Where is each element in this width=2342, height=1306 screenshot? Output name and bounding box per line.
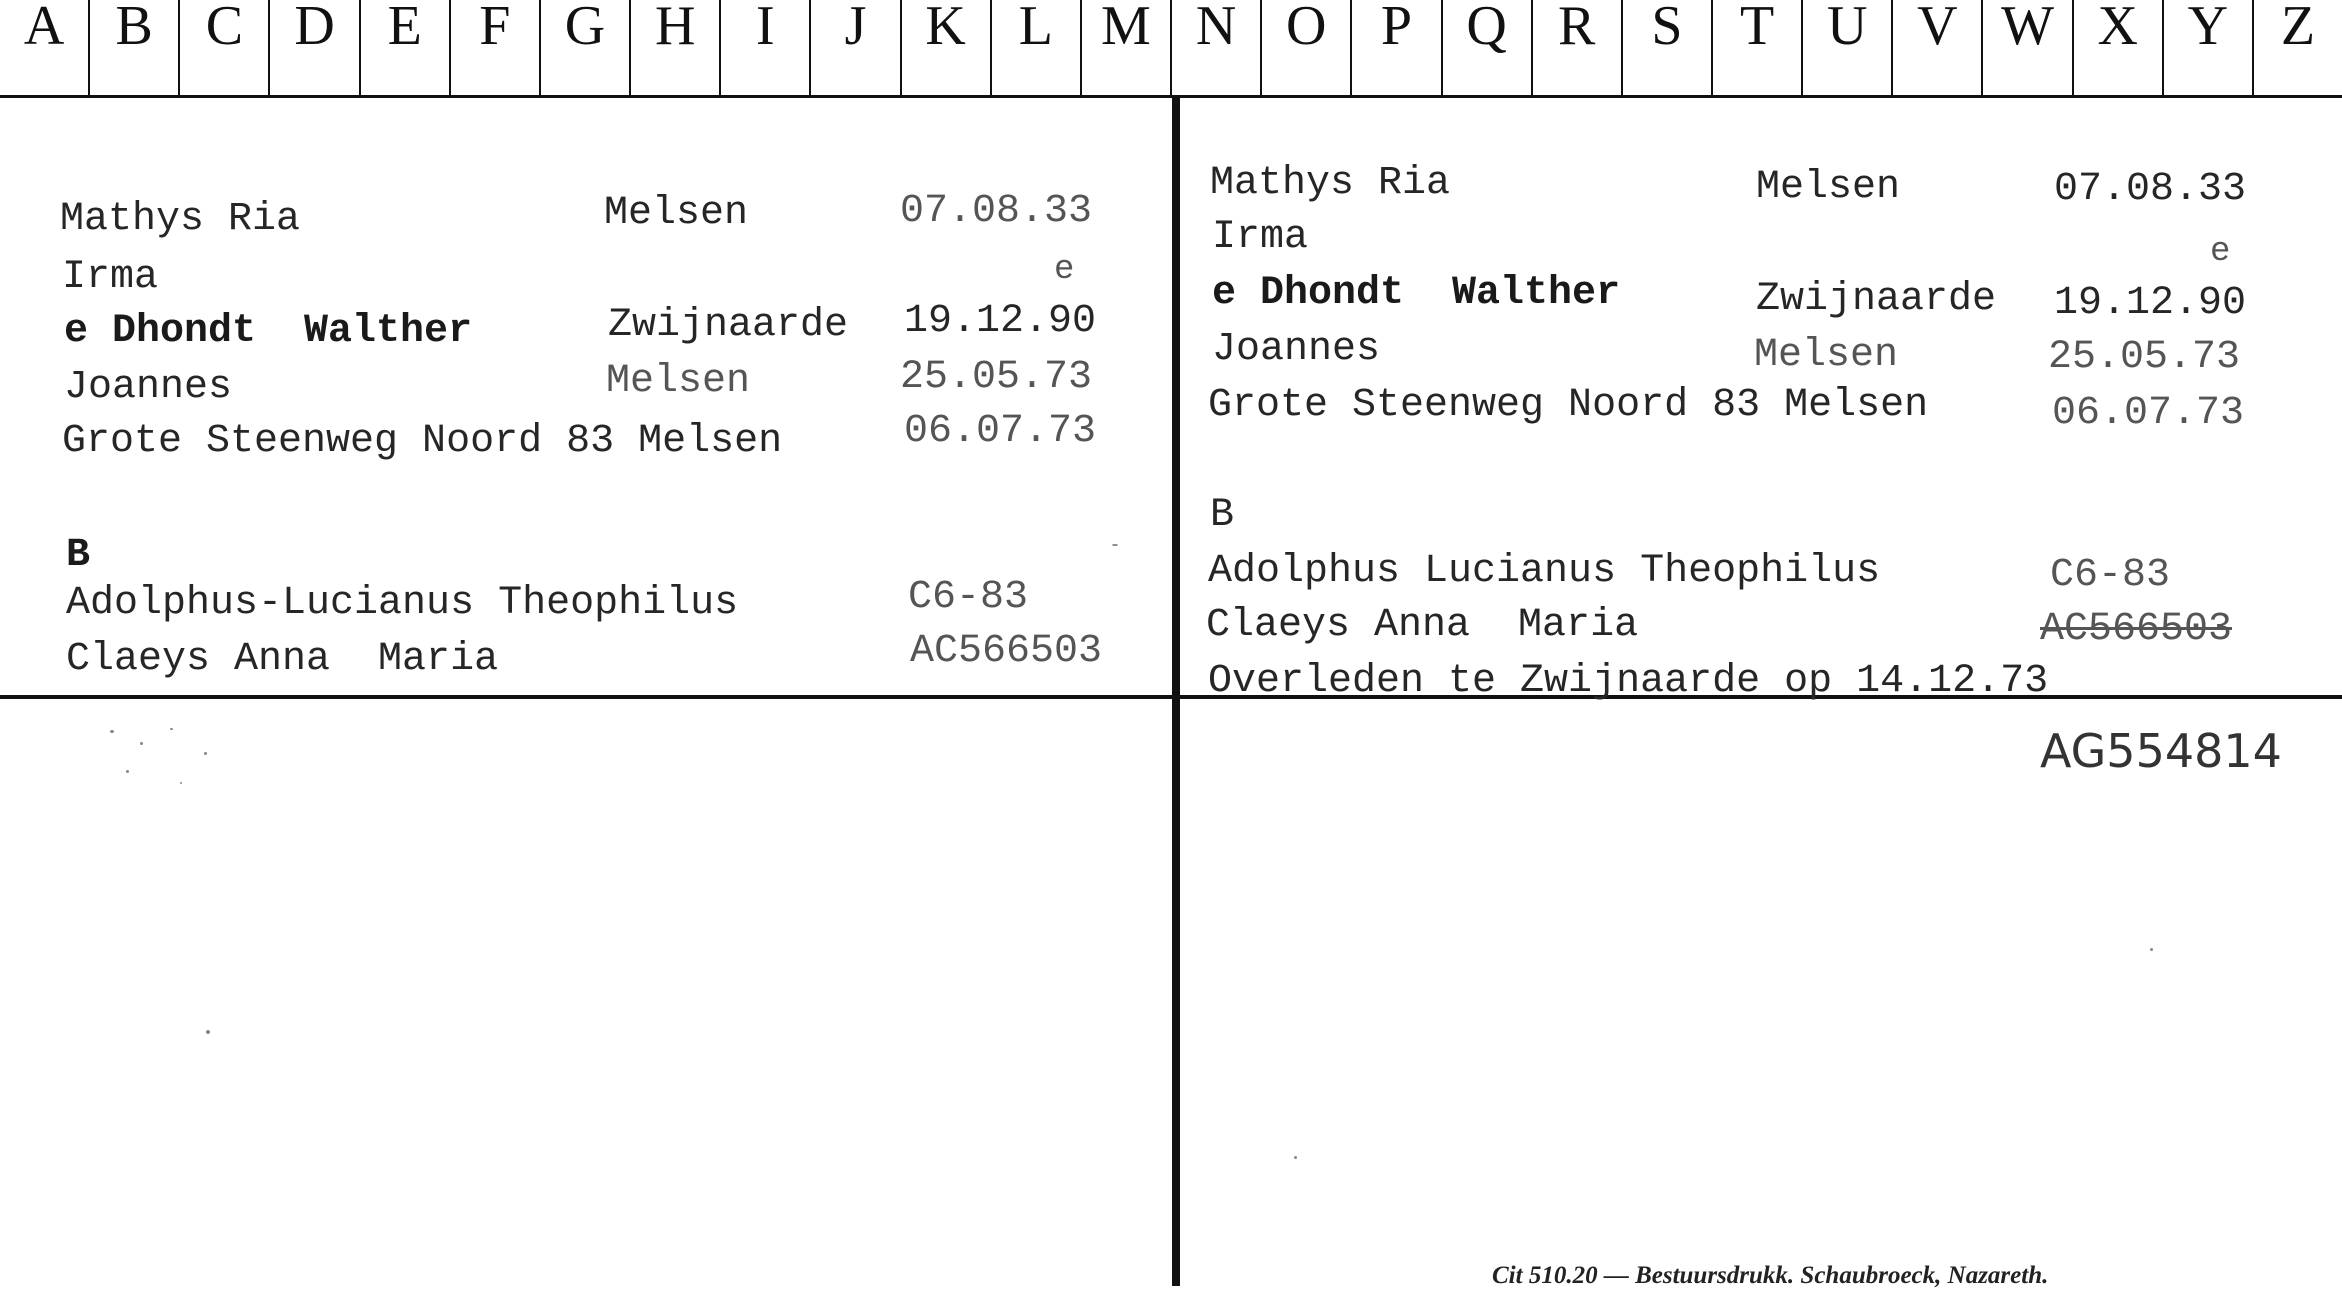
scan-speck <box>1294 1156 1297 1159</box>
alphabet-letter: I <box>721 0 811 95</box>
left-place: Melsen <box>606 359 751 404</box>
alphabet-letter: M <box>1082 0 1172 95</box>
scan-speck <box>2150 948 2153 951</box>
alphabet-letter: L <box>992 0 1082 95</box>
left-name-line: Irma <box>62 255 159 300</box>
left-name-line: Joannes <box>64 365 233 410</box>
right-date: 06.07.73 <box>2052 391 2245 436</box>
right-date: 19.12.90 <box>2054 281 2247 326</box>
alphabet-letter: T <box>1713 0 1803 95</box>
alphabet-letter: Y <box>2164 0 2254 95</box>
right-name-line: Joannes <box>1212 327 1381 372</box>
right-spouse-line: Claeys Anna Maria <box>1206 603 1639 648</box>
reference-number: AG554814 <box>2040 724 2282 778</box>
scan-speck <box>1112 544 1118 546</box>
scan-speck <box>140 742 143 745</box>
alphabet-letter: X <box>2074 0 2164 95</box>
right-date: 07.08.33 <box>2054 167 2247 212</box>
right-section-b-label: B <box>1210 493 1235 538</box>
right-name-line: Irma <box>1212 215 1309 260</box>
alphabet-letter: F <box>451 0 541 95</box>
right-death-note: Overleden te Zwijnaarde op 14.12.73 <box>1208 659 2049 704</box>
alphabet-letter: K <box>902 0 992 95</box>
left-name-line: Adolphus-Lucianus Theophilus <box>66 581 739 626</box>
right-name-line: Adolphus Lucianus Theophilus <box>1208 549 1881 594</box>
alphabet-letter: N <box>1172 0 1262 95</box>
right-place: Melsen <box>1754 333 1899 378</box>
alphabet-letter: C <box>180 0 270 95</box>
right-place: Zwijnaarde <box>1756 277 1997 322</box>
alphabet-letter: E <box>361 0 451 95</box>
left-section-b-label: B <box>66 533 91 578</box>
scan-speck <box>180 782 182 784</box>
alphabet-letter: B <box>90 0 180 95</box>
scan-speck <box>126 770 129 773</box>
alphabet-letter: J <box>811 0 901 95</box>
right-code-struck: AC566503 <box>2040 607 2233 652</box>
alphabet-letter: Q <box>1443 0 1533 95</box>
alphabet-letter: U <box>1803 0 1893 95</box>
left-code: AC566503 <box>910 629 1103 674</box>
left-name-line: e Dhondt Walther <box>64 309 473 354</box>
right-name-line: Mathys Ria <box>1210 161 1451 206</box>
alphabet-letter: A <box>0 0 90 95</box>
alphabet-letter: R <box>1533 0 1623 95</box>
vertical-divider <box>1172 98 1180 1286</box>
alphabet-letter: P <box>1352 0 1442 95</box>
left-date: 25.05.73 <box>900 355 1093 400</box>
alphabet-letter: S <box>1623 0 1713 95</box>
scan-speck <box>110 730 114 733</box>
right-date: e <box>2210 233 2231 271</box>
alphabet-index-strip <box>0 0 2342 98</box>
alphabet-letter: Z <box>2280 0 2316 57</box>
right-place: Melsen <box>1756 165 1901 210</box>
right-address-line: Grote Steenweg Noord 83 Melsen <box>1208 383 1929 428</box>
alphabet-letter: H <box>631 0 721 95</box>
right-code: C6-83 <box>2050 553 2171 598</box>
alphabet-letter: V <box>1893 0 1983 95</box>
printer-imprint: Cit 510.20 — Bestuursdrukk. Schaubroeck, Nazareth. <box>1492 1262 2049 1289</box>
left-date: 07.08.33 <box>900 189 1093 234</box>
left-date: e <box>1054 251 1075 289</box>
left-address-line: Grote Steenweg Noord 83 Melsen <box>62 419 783 464</box>
left-place: Melsen <box>604 191 749 236</box>
alphabet-letter: G <box>541 0 631 95</box>
left-place: Zwijnaarde <box>608 303 849 348</box>
alphabet-letter: D <box>270 0 360 95</box>
alphabet-letter: W <box>1983 0 2073 95</box>
left-spouse-line: Claeys Anna Maria <box>66 637 499 682</box>
scan-speck <box>204 752 207 755</box>
left-name-line: Mathys Ria <box>60 197 301 242</box>
left-code: C6-83 <box>908 575 1029 620</box>
right-date: 25.05.73 <box>2048 335 2241 380</box>
scan-speck <box>170 728 173 730</box>
scan-speck <box>206 1030 210 1034</box>
alphabet-letter: O <box>1262 0 1352 95</box>
left-date: 19.12.90 <box>904 299 1097 344</box>
right-name-line: e Dhondt Walther <box>1212 271 1621 316</box>
left-date: 06.07.73 <box>904 409 1097 454</box>
